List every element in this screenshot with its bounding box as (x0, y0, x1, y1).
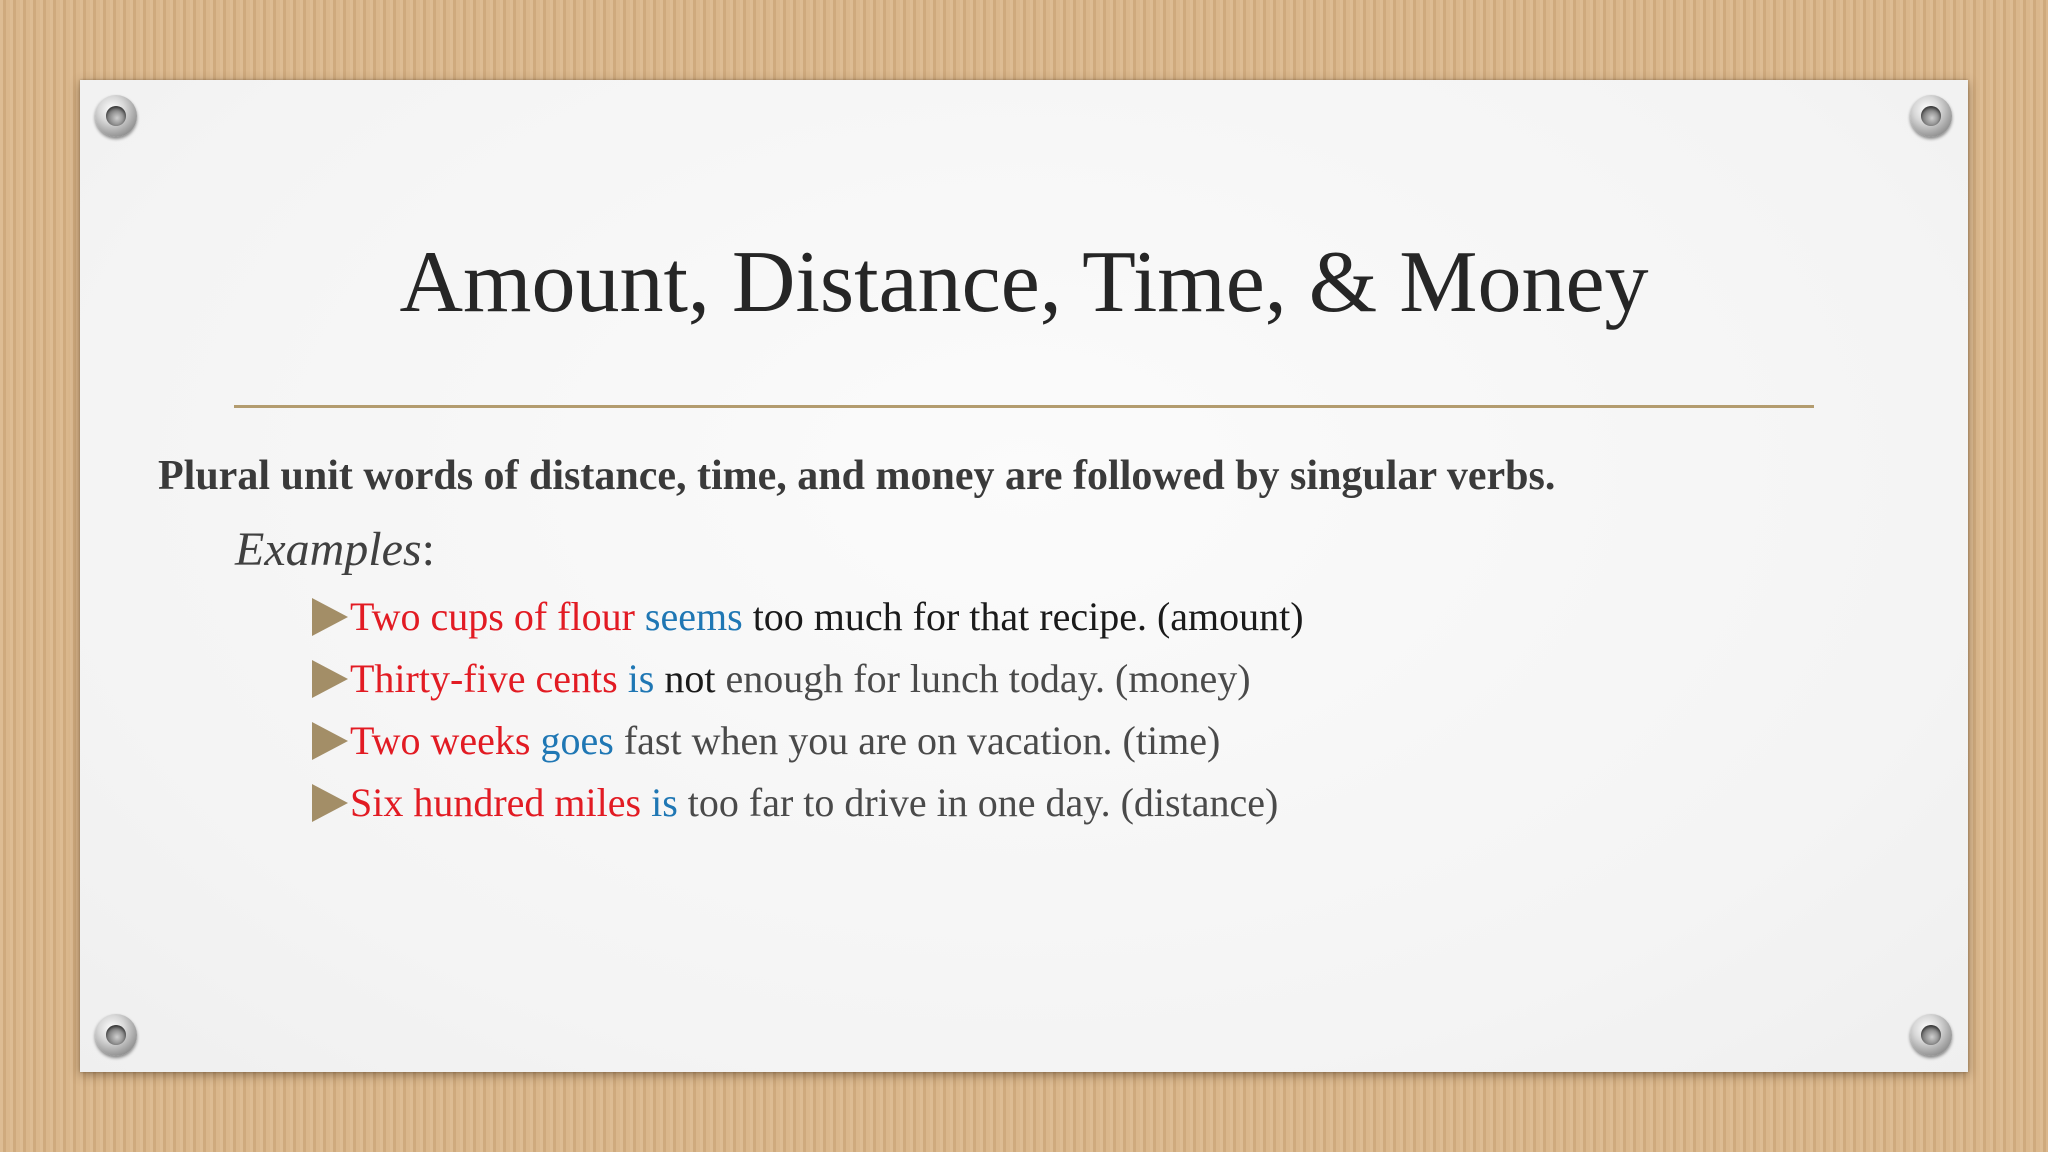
slide-title: Amount, Distance, Time, & Money (399, 234, 1649, 331)
examples-label-text: Examples (235, 523, 422, 576)
title-divider (234, 405, 1814, 408)
triangle-right-icon (312, 722, 348, 760)
example-verb: goes (540, 718, 614, 763)
example-rest: enough for lunch today. (money) (725, 656, 1251, 701)
rule-statement: Plural unit words of distance, time, and money are followed by singular verbs. (158, 453, 1556, 499)
triangle-right-icon (312, 598, 348, 636)
example-rest: fast when you are on vacation. (time) (623, 718, 1221, 763)
example-subject: Two weeks (350, 718, 531, 763)
triangle-right-icon (312, 784, 348, 822)
example-verb: seems (644, 594, 743, 639)
example-rest-lead: not (664, 656, 716, 701)
example-subject: Two cups of flour (350, 594, 635, 639)
triangle-right-icon (312, 660, 348, 698)
example-verb: is (627, 656, 655, 701)
grommet-icon (95, 1014, 137, 1056)
example-subject: Six hundred miles (350, 780, 642, 825)
example-item (312, 710, 1304, 772)
grommet-icon (1910, 1014, 1952, 1056)
examples-label (235, 520, 435, 580)
example-item (312, 586, 1304, 648)
grommet-icon (1910, 95, 1952, 137)
example-rest: too much for that recipe. (amount) (752, 594, 1304, 639)
examples-label-colon: : (421, 523, 435, 576)
example-list (312, 586, 1304, 834)
example-subject: Thirty-five cents (350, 656, 618, 701)
example-verb: is (651, 780, 678, 825)
example-item (312, 772, 1304, 834)
example-rest: too far to drive in one day. (distance) (687, 780, 1279, 825)
grommet-icon (95, 95, 137, 137)
example-item (312, 648, 1304, 710)
